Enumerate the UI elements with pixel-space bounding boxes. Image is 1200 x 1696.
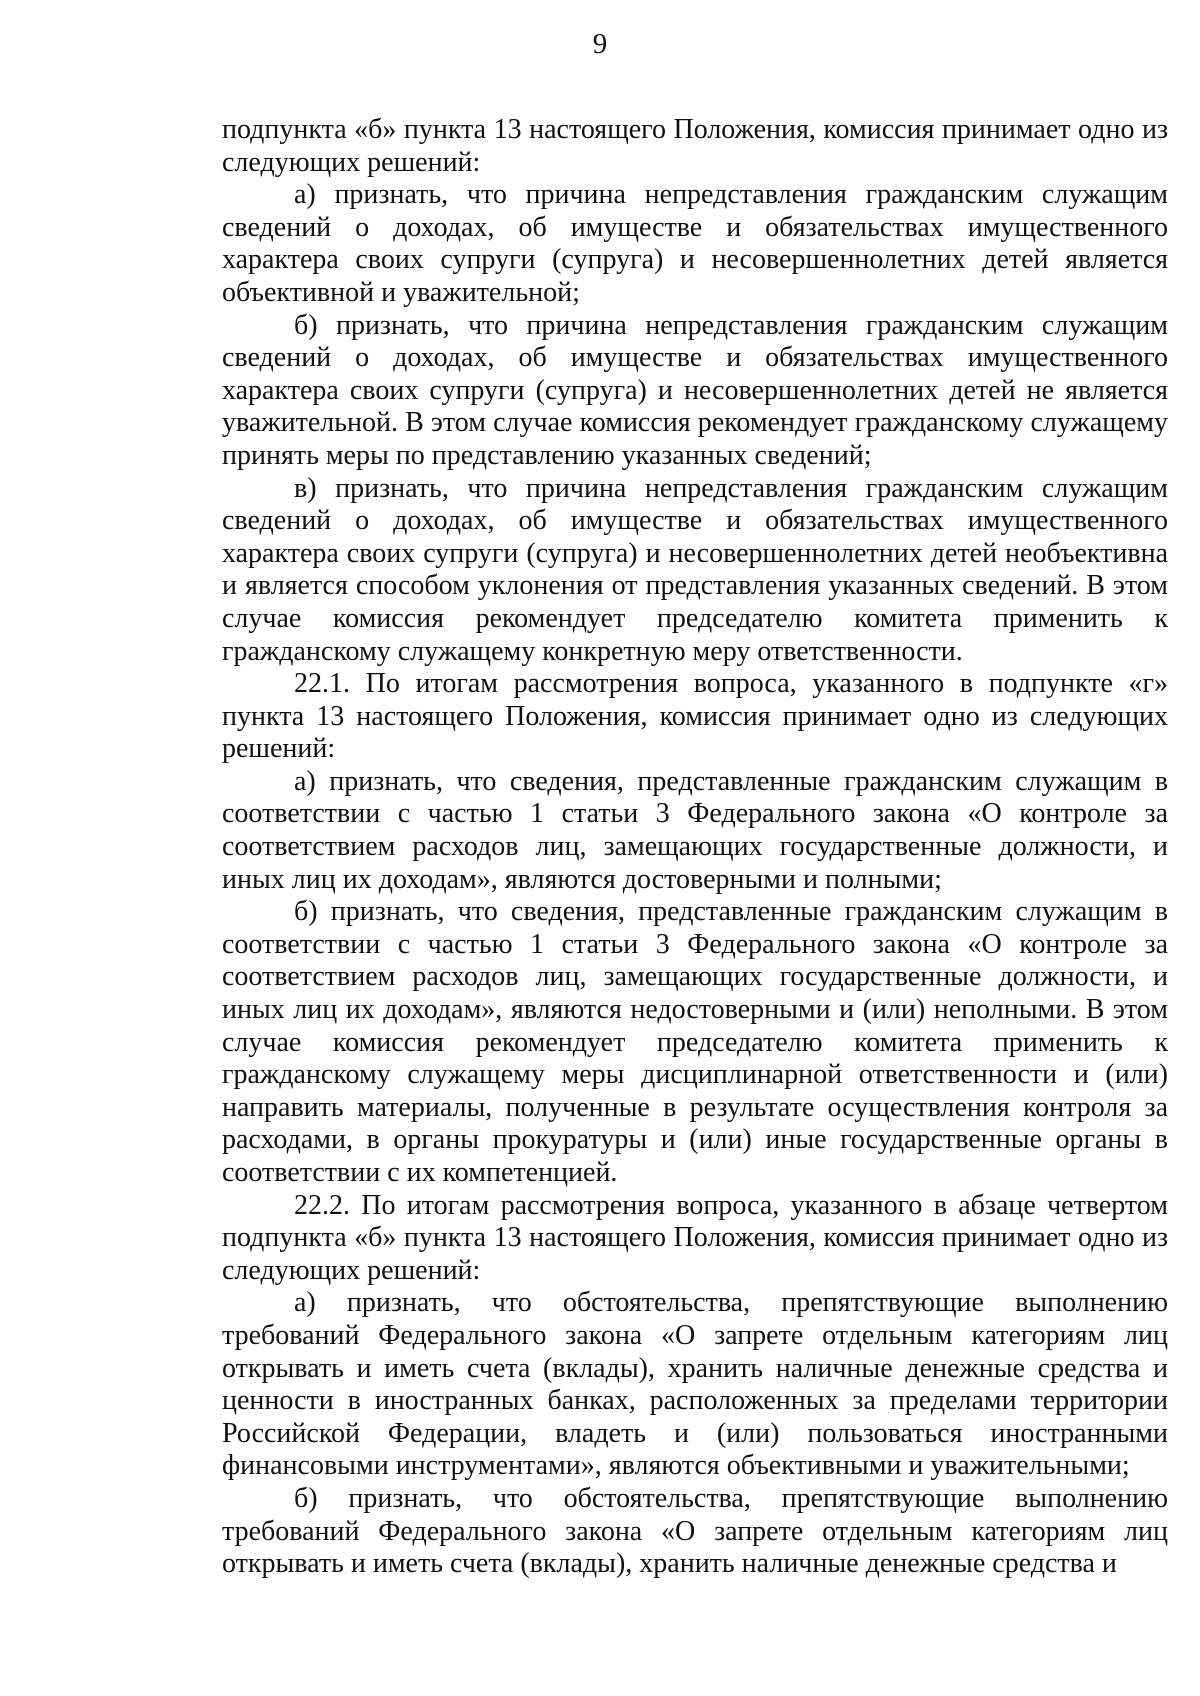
page-number: 9 <box>592 28 608 60</box>
paragraph-item-v: в) признать, что причина непредставления гражданским служащим сведений о доходах, об имуществе и обязательствах имущественного характера своих супруги (супруга) и несовершеннолетних детей необъективна и является способом уклонения от представления указанных сведений. В этом случае комиссия рекомендует председателю комитета применить к гражданскому служащему конкретную меру ответственности. <box>222 472 1168 667</box>
paragraph-continuation: подпункта «б» пункта 13 настоящего Положения, комиссия принимает одно из следующих решений: <box>222 114 1168 178</box>
paragraph-clause-22-2: 22.2. По итогам рассмотрения вопроса, указанного в абзаце четвертом подпункта «б» пункта 13 настоящего Положения, комиссия принимает одно из следующих решений: <box>222 1189 1168 1286</box>
paragraph-clause-22-2-b: б) признать, что обстоятельства, препятствующие выполнению требований Федерального закона «О запрете отдельным категориям лиц открывать и иметь счета (вклады), хранить наличные денежные средства и <box>222 1482 1168 1580</box>
paragraph-item-a: а) признать, что причина непредставления гражданским служащим сведений о доходах, об имуществе и обязательствах имущественного характера своих супруги (супруга) и несовершеннолетних детей является объективной и уважительной; <box>222 179 1168 308</box>
paragraph-item-b: б) признать, что причина непредставления гражданским служащим сведений о доходах, об имуществе и обязательствах имущественного характера своих супруги (супруга) и несовершеннолетних детей не является уважительной. В этом случае комиссия рекомендует гражданскому служащему принять меры по представлению указанных сведений; <box>222 309 1168 471</box>
paragraph-clause-22-2-a: а) признать, что обстоятельства, препятствующие выполнению требований Федерального закона «О запрете отдельным категориям лиц открывать и иметь счета (вклады), хранить наличные денежные средства и ценности в иностранных банках, расположенных за пределами территории Российской Федерации, владеть и (или) пользоваться иностранными финансовыми инструментами», являются объективными и уважительными; <box>222 1287 1168 1482</box>
document-body <box>222 114 1168 1581</box>
paragraph-clause-22-1: 22.1. По итогам рассмотрения вопроса, указанного в подпункте «г» пункта 13 настоящего Положения, комиссия принимает одно из следующих решений: <box>222 668 1168 765</box>
paragraph-clause-22-1-b: б) признать, что сведения, представленные гражданским служащим в соответствии с частью 1 статьи 3 Федерального закона «О контроле за соответствием расходов лиц, замещающих государственные должности, и иных лиц их доходам», являются недостоверными и (или) неполными. В этом случае комиссия рекомендует председателю комитета применить к гражданскому служащему меры дисциплинарной ответственности и (или) направить материалы, полученные в результате осуществления контроля за расходами, в органы прокуратуры и (или) иные государственные органы в соответствии с их компетенцией. <box>222 896 1168 1188</box>
paragraph-clause-22-1-a: а) признать, что сведения, представленные гражданским служащим в соответствии с частью 1 статьи 3 Федерального закона «О контроле за соответствием расходов лиц, замещающих государственные должности, и иных лиц их доходам», являются достоверными и полными; <box>222 765 1168 895</box>
